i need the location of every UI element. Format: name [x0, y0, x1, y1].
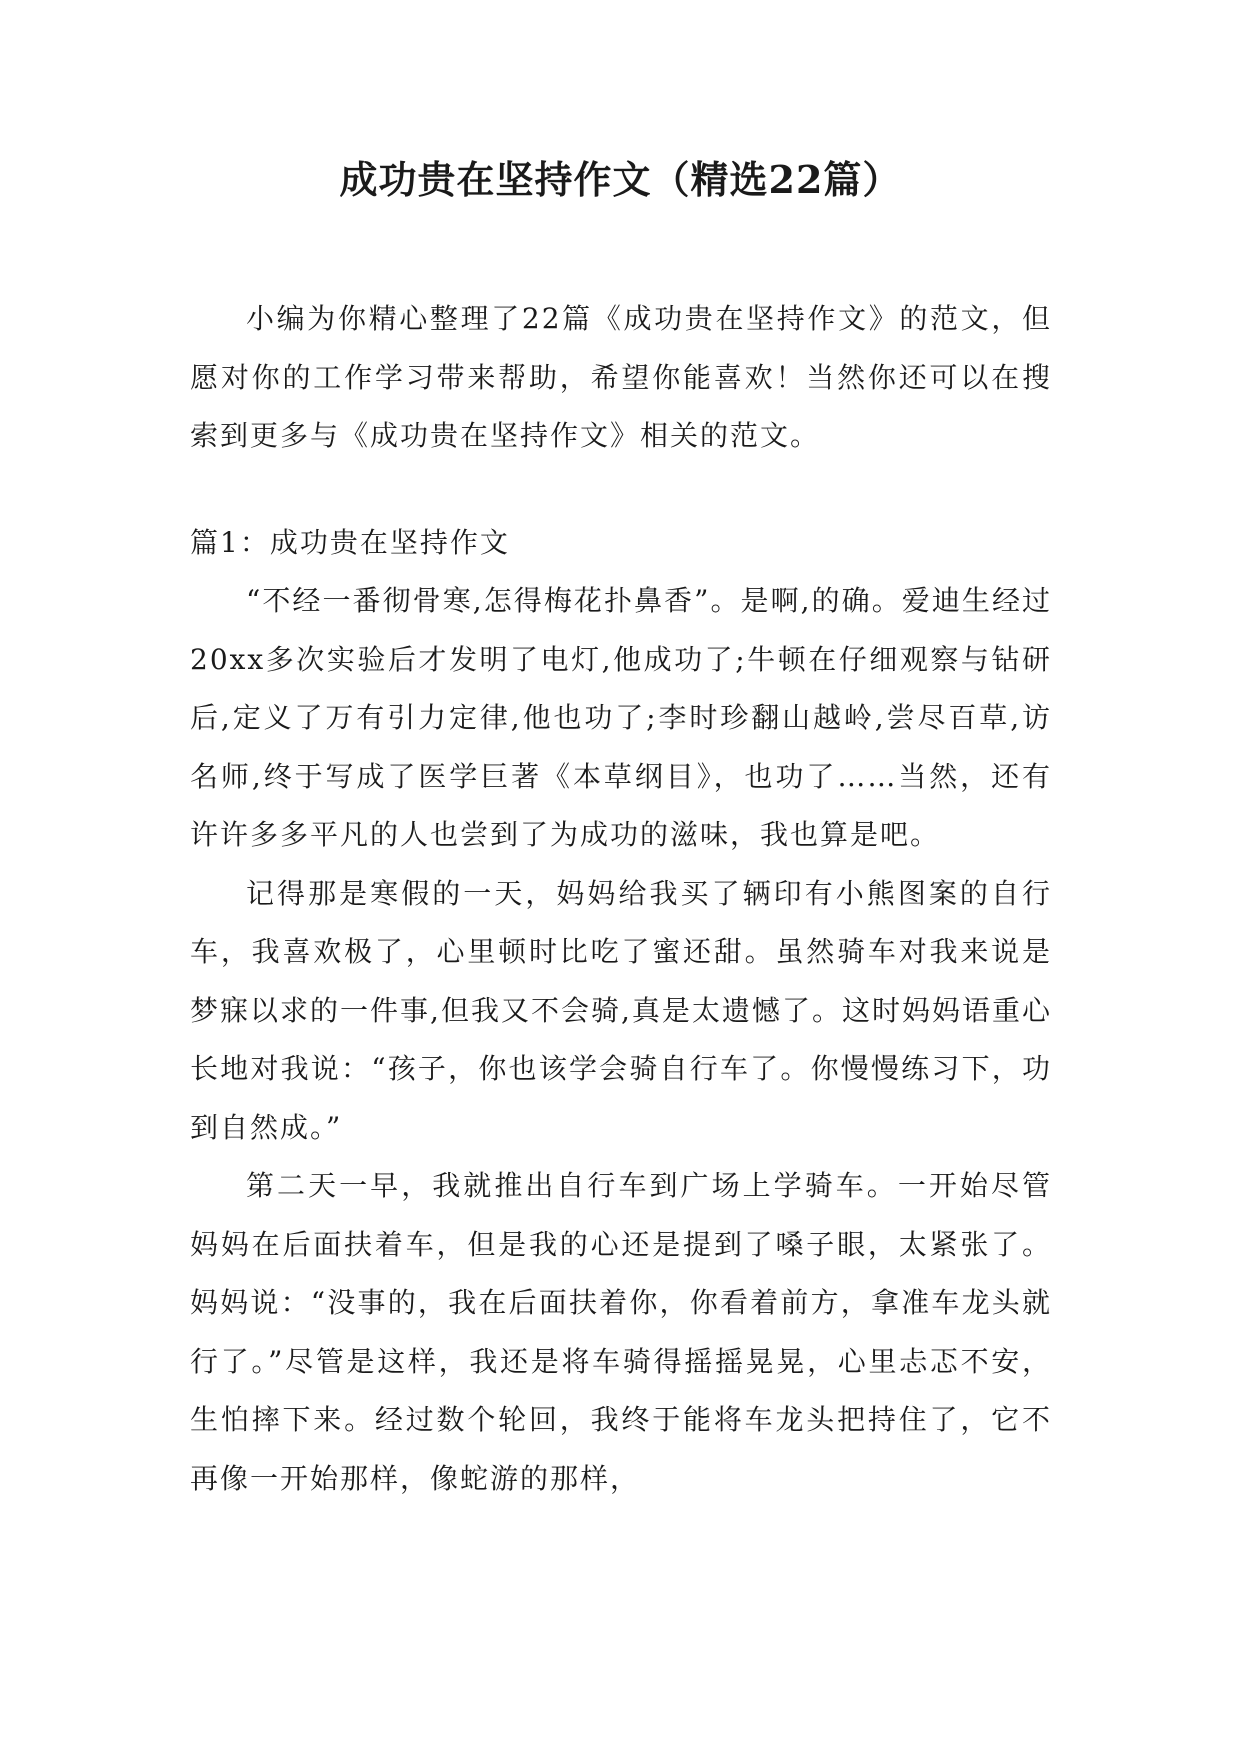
document-body	[190, 290, 1052, 1508]
body-paragraph: 记得那是寒假的一天，妈妈给我买了辆印有小熊图案的自行车，我喜欢极了，心里顿时比吃了蜜还甜。虽然骑车对我来说是梦寐以求的一件事,但我又不会骑,真是太遗憾了。这时妈妈语重心长地对我说：“孩子，你也该学会骑自行车了。你慢慢练习下，功到自然成。”	[190, 876, 1052, 1144]
spacer	[190, 466, 1052, 514]
body-paragraph: 第二天一早，我就推出自行车到广场上学骑车。一开始尽管妈妈在后面扶着车，但是我的心还是提到了嗓子眼，太紧张了。妈妈说：“没事的，我在后面扶着你，你看着前方，拿准车龙头就行了。”尽管是这样，我还是将车骑得摇摇晃晃，心里忐忑不安，生怕摔下来。经过数个轮回，我终于能将车龙头把持住了，它不再像一开始那样，像蛇游的那样，	[190, 1169, 1052, 1495]
body-paragraph: “不经一番彻骨寒,怎得梅花扑鼻香”。是啊,的确。爱迪生经过20xx多次实验后才发明了电灯,他成功了;牛顿在仔细观察与钻研后,定义了万有引力定律,他也功了;李时珍翻山越岭,尝尽百草,访名师,终于写成了医学巨著《本草纲目》，也功了……当然，还有许许多多平凡的人也尝到了为成功的滋味，我也算是吧。	[190, 584, 1052, 851]
document-title: 成功贵在坚持作文（精选22篇）	[339, 157, 902, 202]
section-heading: 篇1：成功贵在坚持作文	[190, 525, 510, 559]
intro-paragraph: 小编为你精心整理了22篇《成功贵在坚持作文》的范文，但愿对你的工作学习带来帮助，希望你能喜欢！当然你还可以在搜索到更多与《成功贵在坚持作文》相关的范文。	[190, 302, 1052, 452]
